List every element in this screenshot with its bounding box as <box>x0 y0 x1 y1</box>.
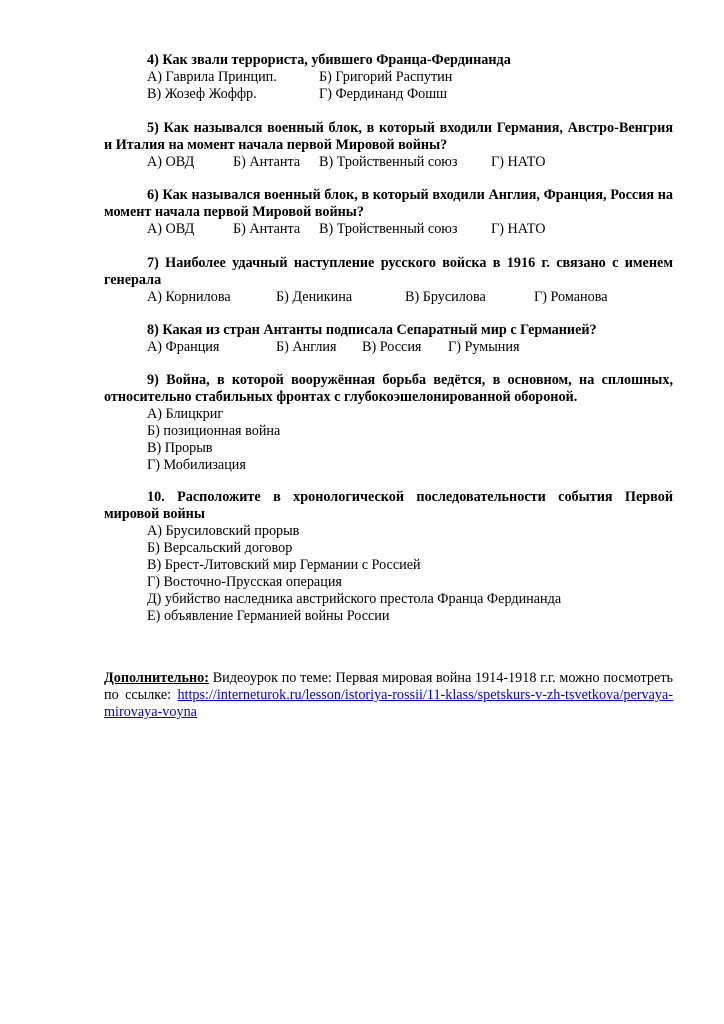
question-10-option-a: А) Брусиловский прорыв <box>147 523 300 539</box>
question-9 <box>104 372 673 474</box>
question-6-option-a: А) ОВД <box>147 221 195 237</box>
question-5-option-d: Г) НАТО <box>491 154 546 170</box>
question-8-option-a: А) Франция <box>147 339 220 355</box>
question-10 <box>104 489 673 625</box>
question-4-options-row-2 <box>104 86 673 103</box>
question-8-text: 8) Какая из стран Антанты подписала Сепаратный мир с Германией? <box>147 322 597 338</box>
question-8 <box>104 322 673 356</box>
question-4-option-b: Б) Григорий Распутин <box>319 69 453 85</box>
question-7-text: 7) Наиболее удачный наступление русского войска в 1916 г. связано с именем генерала <box>104 255 673 288</box>
question-10-text: 10. Расположите в хронологической последовательности события Первой мировой войны <box>104 489 673 522</box>
question-7-option-a: А) Корнилова <box>147 289 231 305</box>
additional-label: Дополнительно: <box>104 670 209 686</box>
question-9-option-d: Г) Мобилизация <box>147 457 246 473</box>
question-7-option-c: В) Брусилова <box>405 289 486 305</box>
question-10-option-f: Е) объявление Германией войны России <box>147 608 390 624</box>
question-9-options <box>104 406 673 474</box>
question-10-option-b: Б) Версальский договор <box>147 540 293 556</box>
additional-note <box>104 670 673 721</box>
additional-text: Видеоурок по теме: Первая мировая война 1914-1918 г.г. можно посмотреть по ссылке: <box>104 670 673 703</box>
question-8-option-b: Б) Англия <box>276 339 337 355</box>
question-9-option-c: В) Прорыв <box>147 440 213 456</box>
question-5-option-a: А) ОВД <box>147 154 195 170</box>
question-4-options-row-1 <box>104 69 673 86</box>
question-8-option-c: В) Россия <box>362 339 422 355</box>
question-6 <box>104 187 673 238</box>
question-5-options <box>104 154 673 171</box>
question-7-option-d: Г) Романова <box>534 289 608 305</box>
question-6-option-c: В) Тройственный союз <box>319 221 458 237</box>
question-5 <box>104 120 673 171</box>
question-10-option-e: Д) убийство наследника австрийского престола Франца Фердинанда <box>147 591 562 607</box>
question-7-option-b: Б) Деникина <box>276 289 353 305</box>
question-6-options <box>104 221 673 238</box>
question-6-option-d: Г) НАТО <box>491 221 546 237</box>
question-4-text: 4) Как звали террориста, убившего Франца-Фердинанда <box>147 52 511 68</box>
question-6-text: 6) Как назывался военный блок, в который входили Англия, Франция, Россия на момент начала первой Мировой войны? <box>104 187 673 220</box>
question-4-option-a: А) Гаврила Принцип. <box>147 69 277 85</box>
question-7-options <box>104 289 673 306</box>
question-9-option-b: Б) позиционная война <box>147 423 281 439</box>
question-8-option-d: Г) Румыния <box>448 339 520 355</box>
question-4-option-d: Г) Фердинанд Фошш <box>319 86 448 102</box>
question-6-option-b: Б) Антанта <box>233 221 301 237</box>
question-10-option-c: В) Брест-Литовский мир Германии с Россией <box>147 557 421 573</box>
question-8-options <box>104 339 673 356</box>
question-5-text: 5) Как назывался военный блок, в который входили Германия, Австро-Венгрия и Италия на момент начала первой Мировой войны? <box>104 120 673 153</box>
question-4-option-c: В) Жозеф Жоффр. <box>147 86 257 102</box>
question-7 <box>104 255 673 306</box>
question-5-option-c: В) Тройственный союз <box>319 154 458 170</box>
question-10-options <box>104 523 673 625</box>
video-lesson-link[interactable]: https://interneturok.ru/lesson/istoriya-rossii/11-klass/spetskurs-v-zh-tsvetkova/pervaya-mirovaya-voyna <box>104 687 673 720</box>
question-9-option-a: А) Блицкриг <box>147 406 224 422</box>
question-9-text: 9) Война, в которой вооружённая борьба ведётся, в основном, на сплошных, относительно стабильных фронтах с глубокоэшелонированной обороной. <box>104 372 673 405</box>
question-10-option-d: Г) Восточно-Прусская операция <box>147 574 342 590</box>
question-5-option-b: Б) Антанта <box>233 154 301 170</box>
question-4 <box>104 52 673 103</box>
